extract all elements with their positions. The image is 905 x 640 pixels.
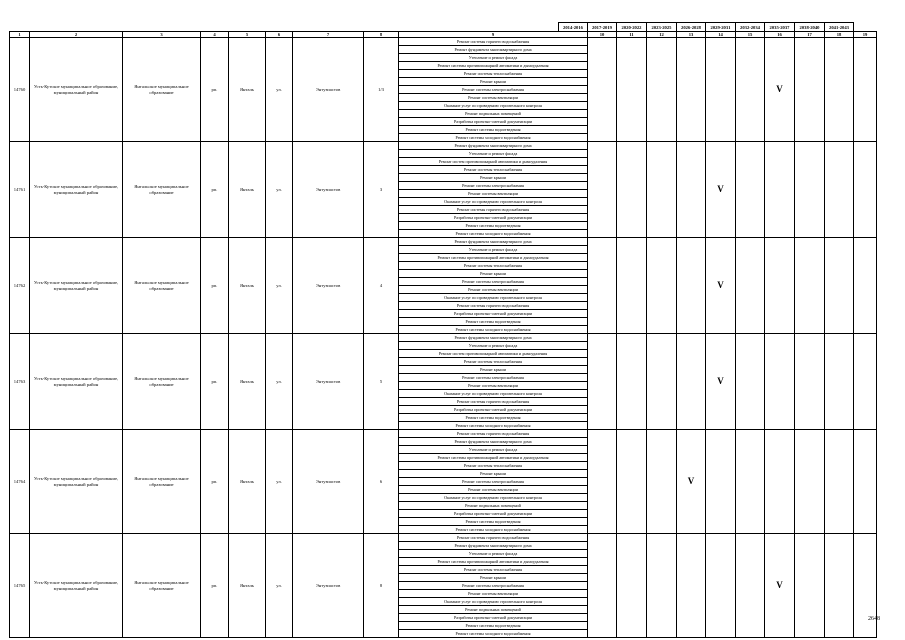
work-item: Ремонт системы электроснабжения [399,374,588,382]
work-item: Ремонт системы теплоснабжения [399,358,588,366]
period-cell [854,38,877,142]
record-id: 14763 [10,334,30,430]
period-header: 2023-2025 [647,23,677,32]
work-item: Ремонт системы теплоснабжения [399,566,588,574]
column-number: 11 [617,32,647,38]
period-cell [825,142,854,238]
period-cell [588,38,617,142]
settlement-cell: Янтальское муниципальное образование [123,430,201,534]
column-number: 17 [795,32,825,38]
period-cell [765,142,795,238]
period-cell [677,238,706,334]
locality-cell: Янталь [229,430,266,534]
record-id: 14760 [10,38,30,142]
period-cell [647,38,677,142]
work-item: Ремонт системы горячего водоснабжения [399,534,588,542]
work-item: Ремонт системы вентиляции [399,190,588,198]
period-cell [617,534,647,638]
period-cell [795,38,825,142]
period-cell [588,238,617,334]
period-cell [736,534,765,638]
locality-type-cell: рп. [201,534,229,638]
work-item: Ремонт системы холодного водоснабжения [399,526,588,534]
period-cell [854,430,877,534]
column-number: 12 [647,32,677,38]
work-item: Ремонт крыши [399,78,588,86]
house-cell: 3 [364,142,399,238]
period-cell [825,38,854,142]
work-item: Ремонт фундамента многоквартирного дома [399,142,588,150]
period-mark: V [706,238,736,334]
house-cell: 1/3 [364,38,399,142]
period-cell [795,534,825,638]
work-item: Ремонт системы электроснабжения [399,478,588,486]
table-body [10,23,877,638]
period-cell [706,534,736,638]
period-cell [647,334,677,430]
house-cell: 8 [364,534,399,638]
work-item: Ремонт системы холодного водоснабжения [399,230,588,238]
period-mark: V [706,334,736,430]
work-item: Разработка проектно-сметной документации [399,118,588,126]
street-type-cell: ул. [266,334,293,430]
locality-cell: Янталь [229,38,266,142]
period-cell [765,238,795,334]
period-cell [765,430,795,534]
column-number: 3 [123,32,201,38]
work-item: Ремонт систем противопожарной автоматики и дымоудаления [399,158,588,166]
work-item: Оказание услуг по проведению строительного контроля [399,390,588,398]
locality-cell: Янталь [229,534,266,638]
district-cell: Усть-Кутское муниципальное образование, муниципальный район [30,142,123,238]
work-item: Ремонт системы горячего водоснабжения [399,302,588,310]
period-cell [647,238,677,334]
street-type-cell: ул. [266,430,293,534]
period-cell [825,430,854,534]
work-item: Ремонт системы электроснабжения [399,582,588,590]
header-spacer [854,23,877,32]
work-item: Ремонт системы горячего водоснабжения [399,430,588,438]
work-item: Ремонт системы противопожарной автоматики и дымоудаления [399,558,588,566]
period-cell [617,142,647,238]
period-cell [617,430,647,534]
period-header: 2035-2037 [765,23,795,32]
period-header: 2032-2034 [736,23,765,32]
work-item: Ремонт системы вентиляции [399,486,588,494]
column-number: 9 [399,32,588,38]
work-item: Ремонт системы горячего водоснабжения [399,206,588,214]
period-header: 2020-2022 [617,23,647,32]
work-item: Ремонт системы противопожарной автоматики и дымоудаления [399,254,588,262]
work-item: Ремонт крыши [399,174,588,182]
work-item: Ремонт систем противопожарной автоматики и дымоудаления [399,350,588,358]
district-cell: Усть-Кутское муниципальное образование, муниципальный район [30,238,123,334]
district-cell: Усть-Кутское муниципальное образование, муниципальный район [30,430,123,534]
street-type-cell: ул. [266,142,293,238]
locality-cell: Янталь [229,238,266,334]
work-item: Ремонт системы холодного водоснабжения [399,422,588,430]
work-item: Ремонт системы противопожарной автоматики и дымоудаления [399,454,588,462]
period-cell [706,430,736,534]
column-number: 10 [588,32,617,38]
work-item: Ремонт крыши [399,366,588,374]
work-item: Ремонт подвальных помещений [399,110,588,118]
table-row [10,430,877,438]
work-item: Ремонт системы электроснабжения [399,86,588,94]
period-cell [765,334,795,430]
table-row [10,38,877,46]
work-item: Ремонт системы электроснабжения [399,278,588,286]
work-item: Утепление и ремонт фасада [399,550,588,558]
record-id: 14764 [10,430,30,534]
work-item: Ремонт системы водоотведения [399,126,588,134]
period-cell [617,334,647,430]
street-cell: Энтузиастов [293,38,364,142]
period-header-row [10,23,877,32]
street-type-cell: ул. [266,238,293,334]
settlement-cell: Янтальское муниципальное образование [123,38,201,142]
page-number: 2648 [868,616,880,622]
locality-type-cell: рп. [201,142,229,238]
period-cell [825,534,854,638]
period-header: 2026-2028 [677,23,706,32]
work-item: Ремонт системы теплоснабжения [399,262,588,270]
header-spacer [10,23,30,32]
work-item: Ремонт подвальных помещений [399,606,588,614]
work-item: Разработка проектно-сметной документации [399,214,588,222]
column-number: 18 [825,32,854,38]
work-item: Ремонт системы противопожарной автоматики и дымоудаления [399,62,588,70]
period-cell [736,38,765,142]
street-cell: Энтузиастов [293,430,364,534]
work-item: Оказание услуг по проведению строительного контроля [399,294,588,302]
work-item: Ремонт крыши [399,470,588,478]
locality-type-cell: рп. [201,430,229,534]
header-spacer [30,23,123,32]
work-item: Ремонт системы вентиляции [399,382,588,390]
work-item: Разработка проектно-сметной документации [399,406,588,414]
column-number: 2 [30,32,123,38]
work-item: Ремонт системы водоотведения [399,222,588,230]
work-item: Разработка проектно-сметной документации [399,310,588,318]
period-cell [588,142,617,238]
street-cell: Энтузиастов [293,334,364,430]
work-item: Утепление и ремонт фасада [399,342,588,350]
period-cell [736,142,765,238]
period-cell [617,238,647,334]
work-item: Ремонт системы теплоснабжения [399,70,588,78]
work-item: Оказание услуг по проведению строительного контроля [399,102,588,110]
work-item: Ремонт системы водоотведения [399,414,588,422]
column-number: 4 [201,32,229,38]
period-cell [795,142,825,238]
period-cell [647,430,677,534]
work-item: Ремонт фундамента многоквартирного дома [399,334,588,342]
settlement-cell: Янтальское муниципальное образование [123,534,201,638]
locality-cell: Янталь [229,334,266,430]
street-cell: Энтузиастов [293,142,364,238]
period-header: 2038-2040 [795,23,825,32]
column-number: 16 [765,32,795,38]
table-row [10,142,877,150]
street-type-cell: ул. [266,38,293,142]
column-number: 7 [293,32,364,38]
period-mark: V [706,142,736,238]
period-mark: V [765,534,795,638]
period-cell [854,142,877,238]
table-row [10,334,877,342]
header-spacer [364,23,399,32]
period-cell [677,334,706,430]
column-number: 13 [677,32,706,38]
period-cell [825,334,854,430]
record-id: 14761 [10,142,30,238]
period-cell [588,430,617,534]
district-cell: Усть-Кутское муниципальное образование, муниципальный район [30,334,123,430]
settlement-cell: Янтальское муниципальное образование [123,334,201,430]
work-item: Оказание услуг по проведению строительного контроля [399,198,588,206]
work-item: Ремонт системы горячего водоснабжения [399,398,588,406]
work-item: Разработка проектно-сметной документации [399,510,588,518]
locality-type-cell: рп. [201,334,229,430]
column-number: 1 [10,32,30,38]
period-header: 2014-2016 [559,23,588,32]
work-item: Оказание услуг по проведению строительного контроля [399,494,588,502]
work-item: Ремонт системы холодного водоснабжения [399,134,588,142]
record-id: 14765 [10,534,30,638]
work-item: Ремонт фундамента многоквартирного дома [399,46,588,54]
work-item: Утепление и ремонт фасада [399,150,588,158]
house-cell: 6 [364,430,399,534]
period-cell [795,238,825,334]
period-header: 2017-2019 [588,23,617,32]
house-cell: 4 [364,238,399,334]
header-spacer [229,23,266,32]
work-item: Ремонт крыши [399,270,588,278]
period-cell [706,38,736,142]
header-spacer [266,23,293,32]
period-cell [795,430,825,534]
period-cell [825,238,854,334]
column-number: 8 [364,32,399,38]
house-cell: 5 [364,334,399,430]
work-item: Ремонт системы горячего водоснабжения [399,38,588,46]
column-number: 19 [854,32,877,38]
header-spacer [399,23,559,32]
work-item: Ремонт фундамента многоквартирного дома [399,438,588,446]
work-item: Утепление и ремонт фасада [399,246,588,254]
district-cell: Усть-Кутское муниципальное образование, муниципальный район [30,38,123,142]
period-mark: V [677,430,706,534]
table-row [10,534,877,542]
locality-type-cell: рп. [201,38,229,142]
street-type-cell: ул. [266,534,293,638]
work-item: Ремонт системы вентиляции [399,590,588,598]
work-item: Утепление и ремонт фасада [399,54,588,62]
locality-cell: Янталь [229,142,266,238]
work-item: Разработка проектно-сметной документации [399,614,588,622]
work-item: Ремонт крыши [399,574,588,582]
locality-type-cell: рп. [201,238,229,334]
column-number: 6 [266,32,293,38]
settlement-cell: Янтальское муниципальное образование [123,238,201,334]
period-cell [588,534,617,638]
work-item: Ремонт системы вентиляции [399,286,588,294]
header-spacer [123,23,201,32]
period-header: 2029-2031 [706,23,736,32]
period-cell [677,534,706,638]
table-row [10,238,877,246]
work-item: Утепление и ремонт фасада [399,446,588,454]
street-cell: Энтузиастов [293,238,364,334]
work-item: Ремонт системы теплоснабжения [399,462,588,470]
period-cell [795,334,825,430]
period-header: 2041-2043 [825,23,854,32]
work-item: Ремонт системы электроснабжения [399,182,588,190]
settlement-cell: Янтальское муниципальное образование [123,142,201,238]
period-cell [854,238,877,334]
period-cell [854,334,877,430]
header-spacer [293,23,364,32]
period-cell [677,38,706,142]
period-cell [617,38,647,142]
street-cell: Энтузиастов [293,534,364,638]
work-item: Ремонт фундамента многоквартирного дома [399,542,588,550]
period-cell [647,534,677,638]
work-item: Ремонт фундамента многоквартирного дома [399,238,588,246]
work-item: Ремонт системы теплоснабжения [399,166,588,174]
column-number: 14 [706,32,736,38]
header-spacer [201,23,229,32]
work-item: Ремонт системы вентиляции [399,94,588,102]
period-cell [736,430,765,534]
record-id: 14762 [10,238,30,334]
capital-repair-table [9,22,877,638]
work-item: Ремонт системы холодного водоснабжения [399,630,588,638]
work-item: Оказание услуг по проведению строительного контроля [399,598,588,606]
period-cell [647,142,677,238]
period-cell [677,142,706,238]
period-cell [736,238,765,334]
period-cell [588,334,617,430]
period-cell [736,334,765,430]
period-mark: V [765,38,795,142]
district-cell: Усть-Кутское муниципальное образование, муниципальный район [30,534,123,638]
column-number: 5 [229,32,266,38]
work-item: Ремонт подвальных помещений [399,502,588,510]
work-item: Ремонт системы водоотведения [399,518,588,526]
work-item: Ремонт системы водоотведения [399,622,588,630]
work-item: Ремонт системы водоотведения [399,318,588,326]
work-item: Ремонт системы холодного водоснабжения [399,326,588,334]
column-number: 15 [736,32,765,38]
